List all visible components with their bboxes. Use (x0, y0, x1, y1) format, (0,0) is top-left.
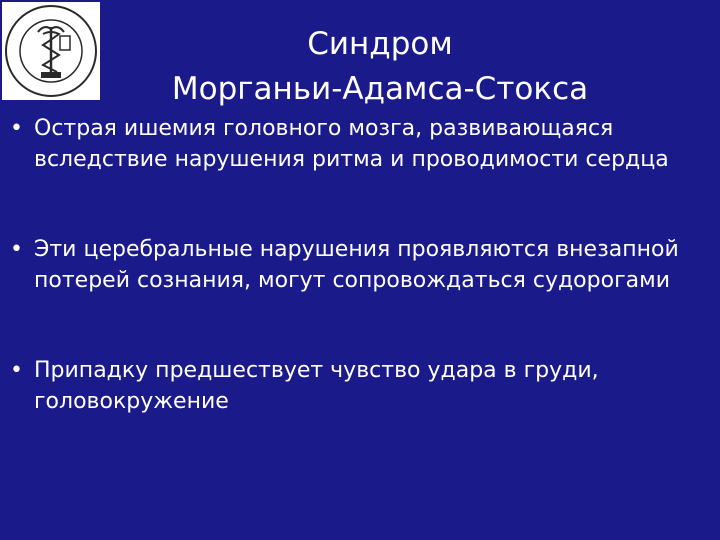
bullet-dot: • (10, 358, 23, 383)
title-line-1: Синдром (307, 26, 453, 62)
bullet-text: Припадку предшествует чувство удара в груди, головокружение (34, 358, 599, 414)
bullet-text: Острая ишемия головного мозга, развивающаяся вследствие нарушения ритма и проводимости сердца (34, 116, 669, 172)
bullet-dot: • (10, 237, 23, 262)
university-seal-logo (2, 2, 100, 100)
bullet-list (8, 113, 713, 476)
bullet-item (8, 113, 713, 175)
bullet-dot: • (10, 116, 23, 141)
bullet-text: Эти церебральные нарушения проявляются внезапной потерей сознания, могут сопровождаться судорогами (34, 237, 679, 293)
bullet-item (8, 234, 713, 296)
seal-icon (2, 2, 100, 100)
slide-title (110, 22, 650, 112)
title-line-2: Морганьи-Адамса-Стокса (171, 71, 589, 107)
bullet-item (8, 355, 713, 417)
